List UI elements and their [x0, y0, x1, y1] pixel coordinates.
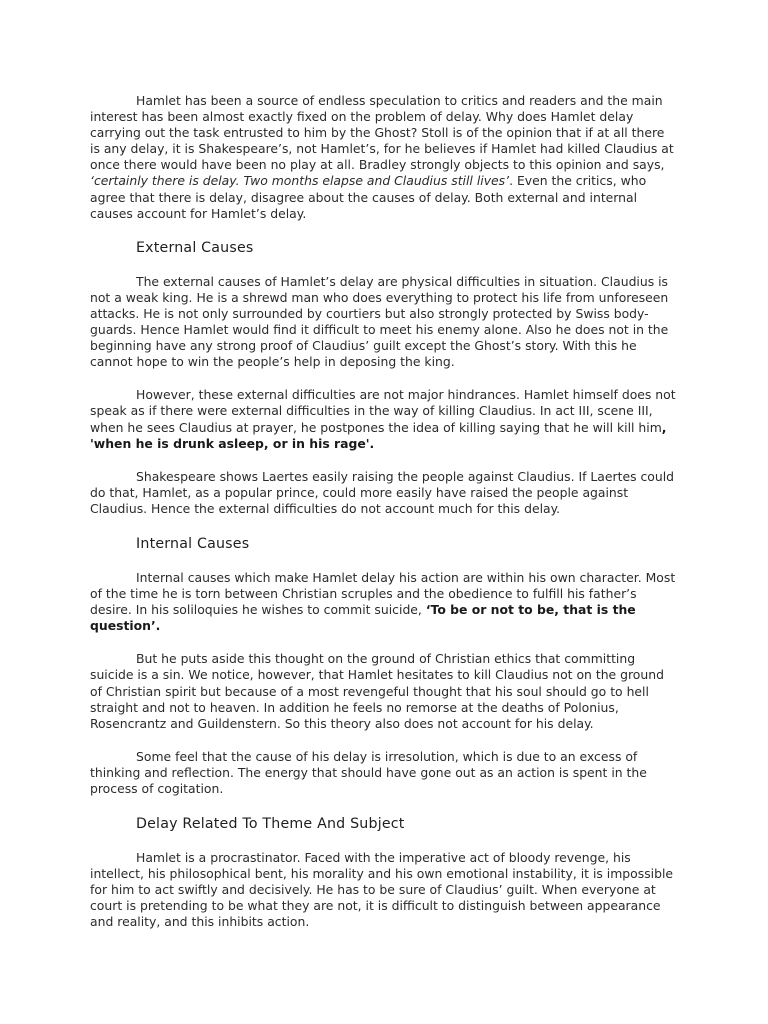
intro-paragraph [90, 93, 678, 222]
to-be-or-not-quote: ‘To be or not to be, that is the question’. [90, 602, 636, 634]
internal-paragraph-1 [90, 570, 678, 634]
external-paragraph-2 [90, 387, 678, 451]
heading-delay-theme: Delay Related To Theme And Subject [136, 816, 405, 833]
heading-external-causes: External Causes [136, 239, 254, 256]
intro-after: . Even the critics, who agree that there is delay, disagree about the causes of delay. Both external and internal causes account for Hamlet’s delay. [90, 173, 647, 221]
internal-paragraph-2: But he puts aside this thought on the ground of Christian ethics that committing suicide is a sin. We notice, however, that Hamlet hesitates to kill Claudius not on the ground of Christian spirit but because of a most revengeful thought that his soul should go to hell straight and not to heaven. In addition he feels no remorse at the deaths of Polonius, Rosencrantz and Guildenstern. So this theory also does not account for his delay. [90, 651, 664, 731]
intro-text: Hamlet has been a source of endless speculation to critics and readers and the main interest has been almost exactly fixed on the problem of delay. Why does Hamlet delay carrying out the task entrusted to him by the Ghost? Stoll is of the opinion that if at all there is any delay, it is Shakespeare’s, not Hamlet’s, for he believes if Hamlet had killed Claudius at once there would have been no play at all. Bradley strongly objects to this opinion and says, [90, 93, 674, 173]
external-paragraph-1: The external causes of Hamlet’s delay are physical difficulties in situation. Claudius is not a weak king. He is a shrewd man who does everything to protect his life from unforeseen attacks. He is not only surrounded by courtiers but also strongly protected by Swiss body-guards. Hence Hamlet would find it difficult to meet his enemy alone. Also he does not in the beginning have any strong proof of Claudius’ guilt except the Ghost’s story. With this he cannot hope to win the people’s help in deposing the king. [90, 273, 669, 370]
internal-p1-text: Internal causes which make Hamlet delay his action are within his own character. Most of the time he is torn between Christian scruples and the obedience to fulfill his father’s desire. In his soliloquies he wishes to commit suicide, [90, 569, 676, 618]
bradley-quote: ‘certainly there is delay. Two months elapse and Claudius still lives’ [90, 173, 510, 189]
heading-internal-causes: Internal Causes [136, 535, 250, 552]
internal-paragraph-3: Some feel that the cause of his delay is irresolution, which is due to an excess of thinking and reflection. The energy that should have gone out as an action is spent in the process of cogitation. [90, 748, 647, 796]
theme-paragraph-1: Hamlet is a procrastinator. Faced with the imperative act of bloody revenge, his intellect, his philosophical bent, his morality and his own emotional instability, it is impossible for him to act swiftly and decisively. He has to be sure of Claudius’ guilt. When everyone at court is pretending to be what they are not, it is difficult to distinguish between appearance and reality, and this inhibits action. [90, 850, 674, 930]
external-p2-text: However, these external difficulties are not major hindrances. Hamlet himself does not speak as if there were external difficulties in the way of killing Claudius. In act III, scene III, when he sees Claudius at prayer, he postpones the idea of killing saying that he will kill him [90, 387, 676, 435]
external-paragraph-3: Shakespeare shows Laertes easily raising the people against Claudius. If Laertes could do that, Hamlet, as a popular prince, could more easily have raised the people against Claudius. Hence the external difficulties do not account much for this delay. [90, 468, 675, 516]
drunk-asleep-quote: , 'when he is drunk asleep, or in his rage'. [90, 419, 667, 451]
